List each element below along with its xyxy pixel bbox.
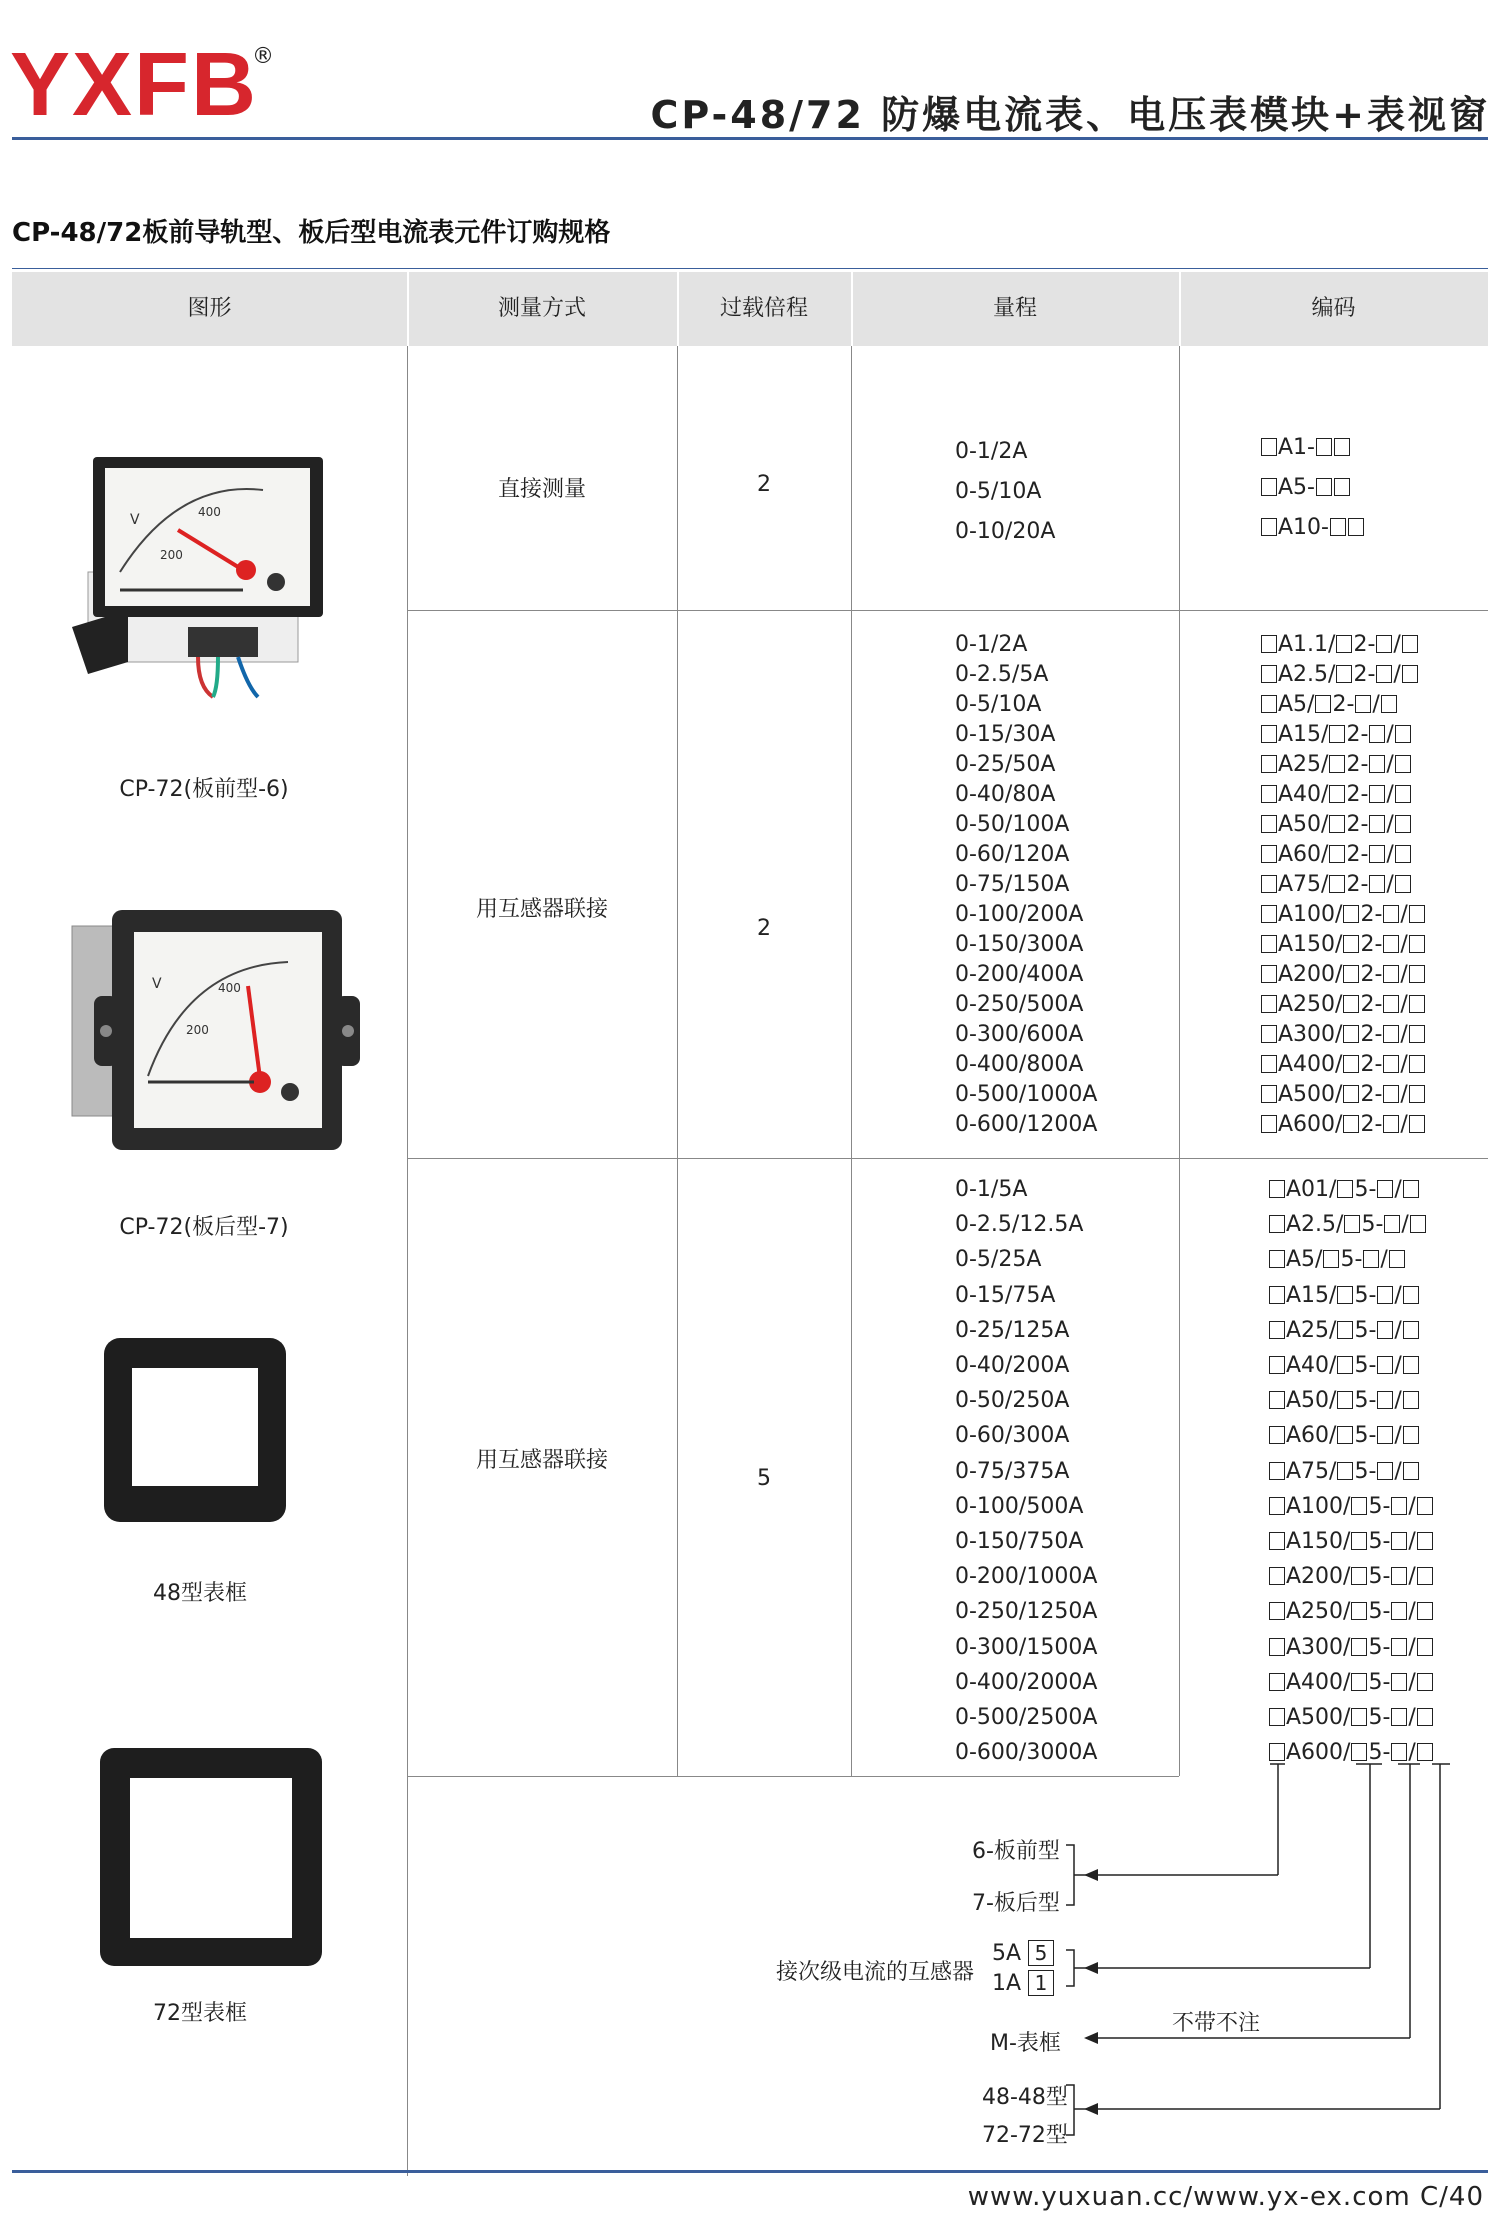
range-item: 0-300/600A	[955, 1022, 1084, 1047]
range-item: 0-200/1000A	[955, 1564, 1098, 1590]
code-item: A1.1/ 2- /	[1260, 630, 1426, 660]
range-item: 0-2.5/5A	[955, 662, 1049, 687]
dial-400-label: 400	[198, 505, 221, 519]
range-item: 0-50/100A	[955, 812, 1070, 837]
method-cell: 用互感器联接	[475, 1448, 608, 1473]
range-item: 0-1/5A	[955, 1177, 1028, 1202]
legend-no-frame: 不带不注	[1172, 2011, 1261, 2036]
overload-cell: 2	[757, 472, 771, 497]
range-item: 0-500/2500A	[955, 1705, 1098, 1731]
legend-ct-label: 接次级电流的互感器	[776, 1960, 975, 1985]
range-item: 0-15/30A	[955, 722, 1056, 747]
overload-cell: 2	[757, 916, 771, 941]
range-item: 0-600/1200A	[955, 1112, 1098, 1137]
col-header-range: 量程	[992, 296, 1037, 321]
code-item: A400/ 2- /	[1260, 1050, 1426, 1080]
range-item: 0-100/500A	[955, 1493, 1084, 1519]
section-title: CP-48/72板前导轨型、板后型电流表元件订购规格	[12, 218, 611, 248]
legend-ct-5a	[992, 1940, 1054, 1966]
col-header-figure: 图形	[187, 296, 232, 321]
range-item: 0-2.5/12.5A	[955, 1212, 1084, 1238]
range-item: 0-40/80A	[955, 782, 1056, 807]
range-item: 0-150/300A	[955, 932, 1084, 957]
code-item: A150/ 2- /	[1260, 930, 1426, 960]
code-item: A100/ 5- /	[1268, 1489, 1434, 1524]
legend-frame: M-表框	[990, 2031, 1061, 2056]
range-item: 0-500/1000A	[955, 1082, 1098, 1107]
range-item: 0-250/1250A	[955, 1599, 1098, 1625]
code-item: A50/ 2- /	[1260, 810, 1426, 840]
image-caption: 72型表框	[153, 2001, 247, 2026]
dial-400-label: 400	[218, 981, 241, 995]
range-item: 0-1/2A	[955, 439, 1028, 464]
range-item: 0-25/125A	[955, 1317, 1070, 1343]
method-cell: 用互感器联接	[475, 897, 608, 922]
code-item: A200/ 2- /	[1260, 960, 1426, 990]
range-item: 0-75/150A	[955, 872, 1070, 897]
ct-5-box: 5	[1028, 1940, 1054, 1966]
range-item: 0-400/2000A	[955, 1669, 1098, 1695]
registered-mark: ®	[252, 44, 274, 69]
code-item: A500/ 5- /	[1268, 1700, 1434, 1735]
dial-200-label: 200	[160, 548, 183, 562]
code-item: A5/ 2- /	[1260, 690, 1426, 720]
range-item: 0-75/375A	[955, 1458, 1070, 1484]
brand-logo: YXFB	[10, 35, 259, 135]
dial-v-label: V	[130, 512, 140, 528]
dial-v-label: V	[152, 976, 162, 992]
code-item: A40/ 2- /	[1260, 780, 1426, 810]
range-item: 0-200/400A	[955, 962, 1084, 987]
range-item: 0-60/300A	[955, 1423, 1070, 1449]
code-item: A15/ 2- /	[1260, 720, 1426, 750]
code-item: A500/ 2- /	[1260, 1080, 1426, 1110]
col-header-code: 编码	[1311, 296, 1356, 321]
image-caption: CP-72(板前型-6)	[119, 777, 289, 802]
code-item: A150/ 5- /	[1268, 1524, 1434, 1559]
code-item: A200/ 5- /	[1268, 1559, 1434, 1594]
ct-1-box: 1	[1028, 1970, 1054, 1996]
code-item: A75/ 5- /	[1268, 1454, 1434, 1489]
col-header-overload: 过载倍程	[719, 296, 808, 321]
code-item: A400/ 5- /	[1268, 1665, 1434, 1700]
code-item: A300/ 2- /	[1260, 1020, 1426, 1050]
range-item: 0-5/25A	[955, 1247, 1042, 1273]
legend-72: 72-72型	[982, 2123, 1068, 2148]
col-header-method: 测量方式	[497, 296, 586, 321]
code-item: A75/ 2- /	[1260, 870, 1426, 900]
code-item: A01/ 5- /	[1268, 1172, 1434, 1207]
range-item: 0-600/3000A	[955, 1740, 1098, 1766]
ct-1a-label: 1A	[992, 1971, 1022, 1996]
range-item: 0-25/50A	[955, 752, 1056, 777]
legend-ct-1a	[992, 1970, 1054, 1996]
code-item: A10-	[1260, 508, 1365, 548]
code-item: A5/ 5- /	[1268, 1242, 1434, 1277]
range-item: 0-1/2A	[955, 632, 1028, 657]
range-item: 0-60/120A	[955, 842, 1070, 867]
image-caption: CP-72(板后型-7)	[119, 1215, 289, 1240]
code-item: A2.5/ 2- /	[1260, 660, 1426, 690]
range-item: 0-5/10A	[955, 692, 1042, 717]
code-item: A600/ 5- /	[1268, 1735, 1434, 1770]
code-item: A300/ 5- /	[1268, 1630, 1434, 1665]
code-item: A5-	[1260, 468, 1365, 508]
dial-200-label: 200	[186, 1023, 209, 1037]
code-item: A60/ 2- /	[1260, 840, 1426, 870]
code-item: A60/ 5- /	[1268, 1418, 1434, 1453]
range-item: 0-50/250A	[955, 1388, 1070, 1414]
range-item: 0-15/75A	[955, 1282, 1056, 1308]
code-item: A15/ 5- /	[1268, 1278, 1434, 1313]
range-item: 0-5/10A	[955, 479, 1042, 504]
code-item: A1-	[1260, 428, 1365, 468]
page-title: CP-48/72 防爆电流表、电压表模块+表视窗	[650, 93, 1490, 137]
code-item: A250/ 2- /	[1260, 990, 1426, 1020]
code-item: A250/ 5- /	[1268, 1594, 1434, 1629]
code-item: A40/ 5- /	[1268, 1348, 1434, 1383]
range-item: 0-150/750A	[955, 1529, 1084, 1555]
code-item: A100/ 2- /	[1260, 900, 1426, 930]
image-caption: 48型表框	[153, 1581, 247, 1606]
footer-rule	[12, 2170, 1488, 2173]
range-item: 0-10/20A	[955, 519, 1056, 544]
code-item: A600/ 2- /	[1260, 1110, 1426, 1140]
range-item: 0-250/500A	[955, 992, 1084, 1017]
overload-cell: 5	[757, 1466, 771, 1491]
range-item: 0-400/800A	[955, 1052, 1084, 1077]
code-item: A2.5/ 5- /	[1268, 1207, 1434, 1242]
range-item: 0-40/200A	[955, 1353, 1070, 1379]
footer-url: www.yuxuan.cc/www.yx-ex.com C/40	[967, 2182, 1484, 2212]
code-item: A50/ 5- /	[1268, 1383, 1434, 1418]
legend-48: 48-48型	[982, 2085, 1068, 2110]
method-cell: 直接测量	[497, 477, 586, 502]
ct-5a-label: 5A	[992, 1941, 1022, 1966]
legend-rear: 7-板后型	[972, 1891, 1060, 1916]
range-item: 0-100/200A	[955, 902, 1084, 927]
code-item: A25/ 5- /	[1268, 1313, 1434, 1348]
legend-front: 6-板前型	[972, 1839, 1060, 1864]
range-item: 0-300/1500A	[955, 1634, 1098, 1660]
code-item: A25/ 2- /	[1260, 750, 1426, 780]
